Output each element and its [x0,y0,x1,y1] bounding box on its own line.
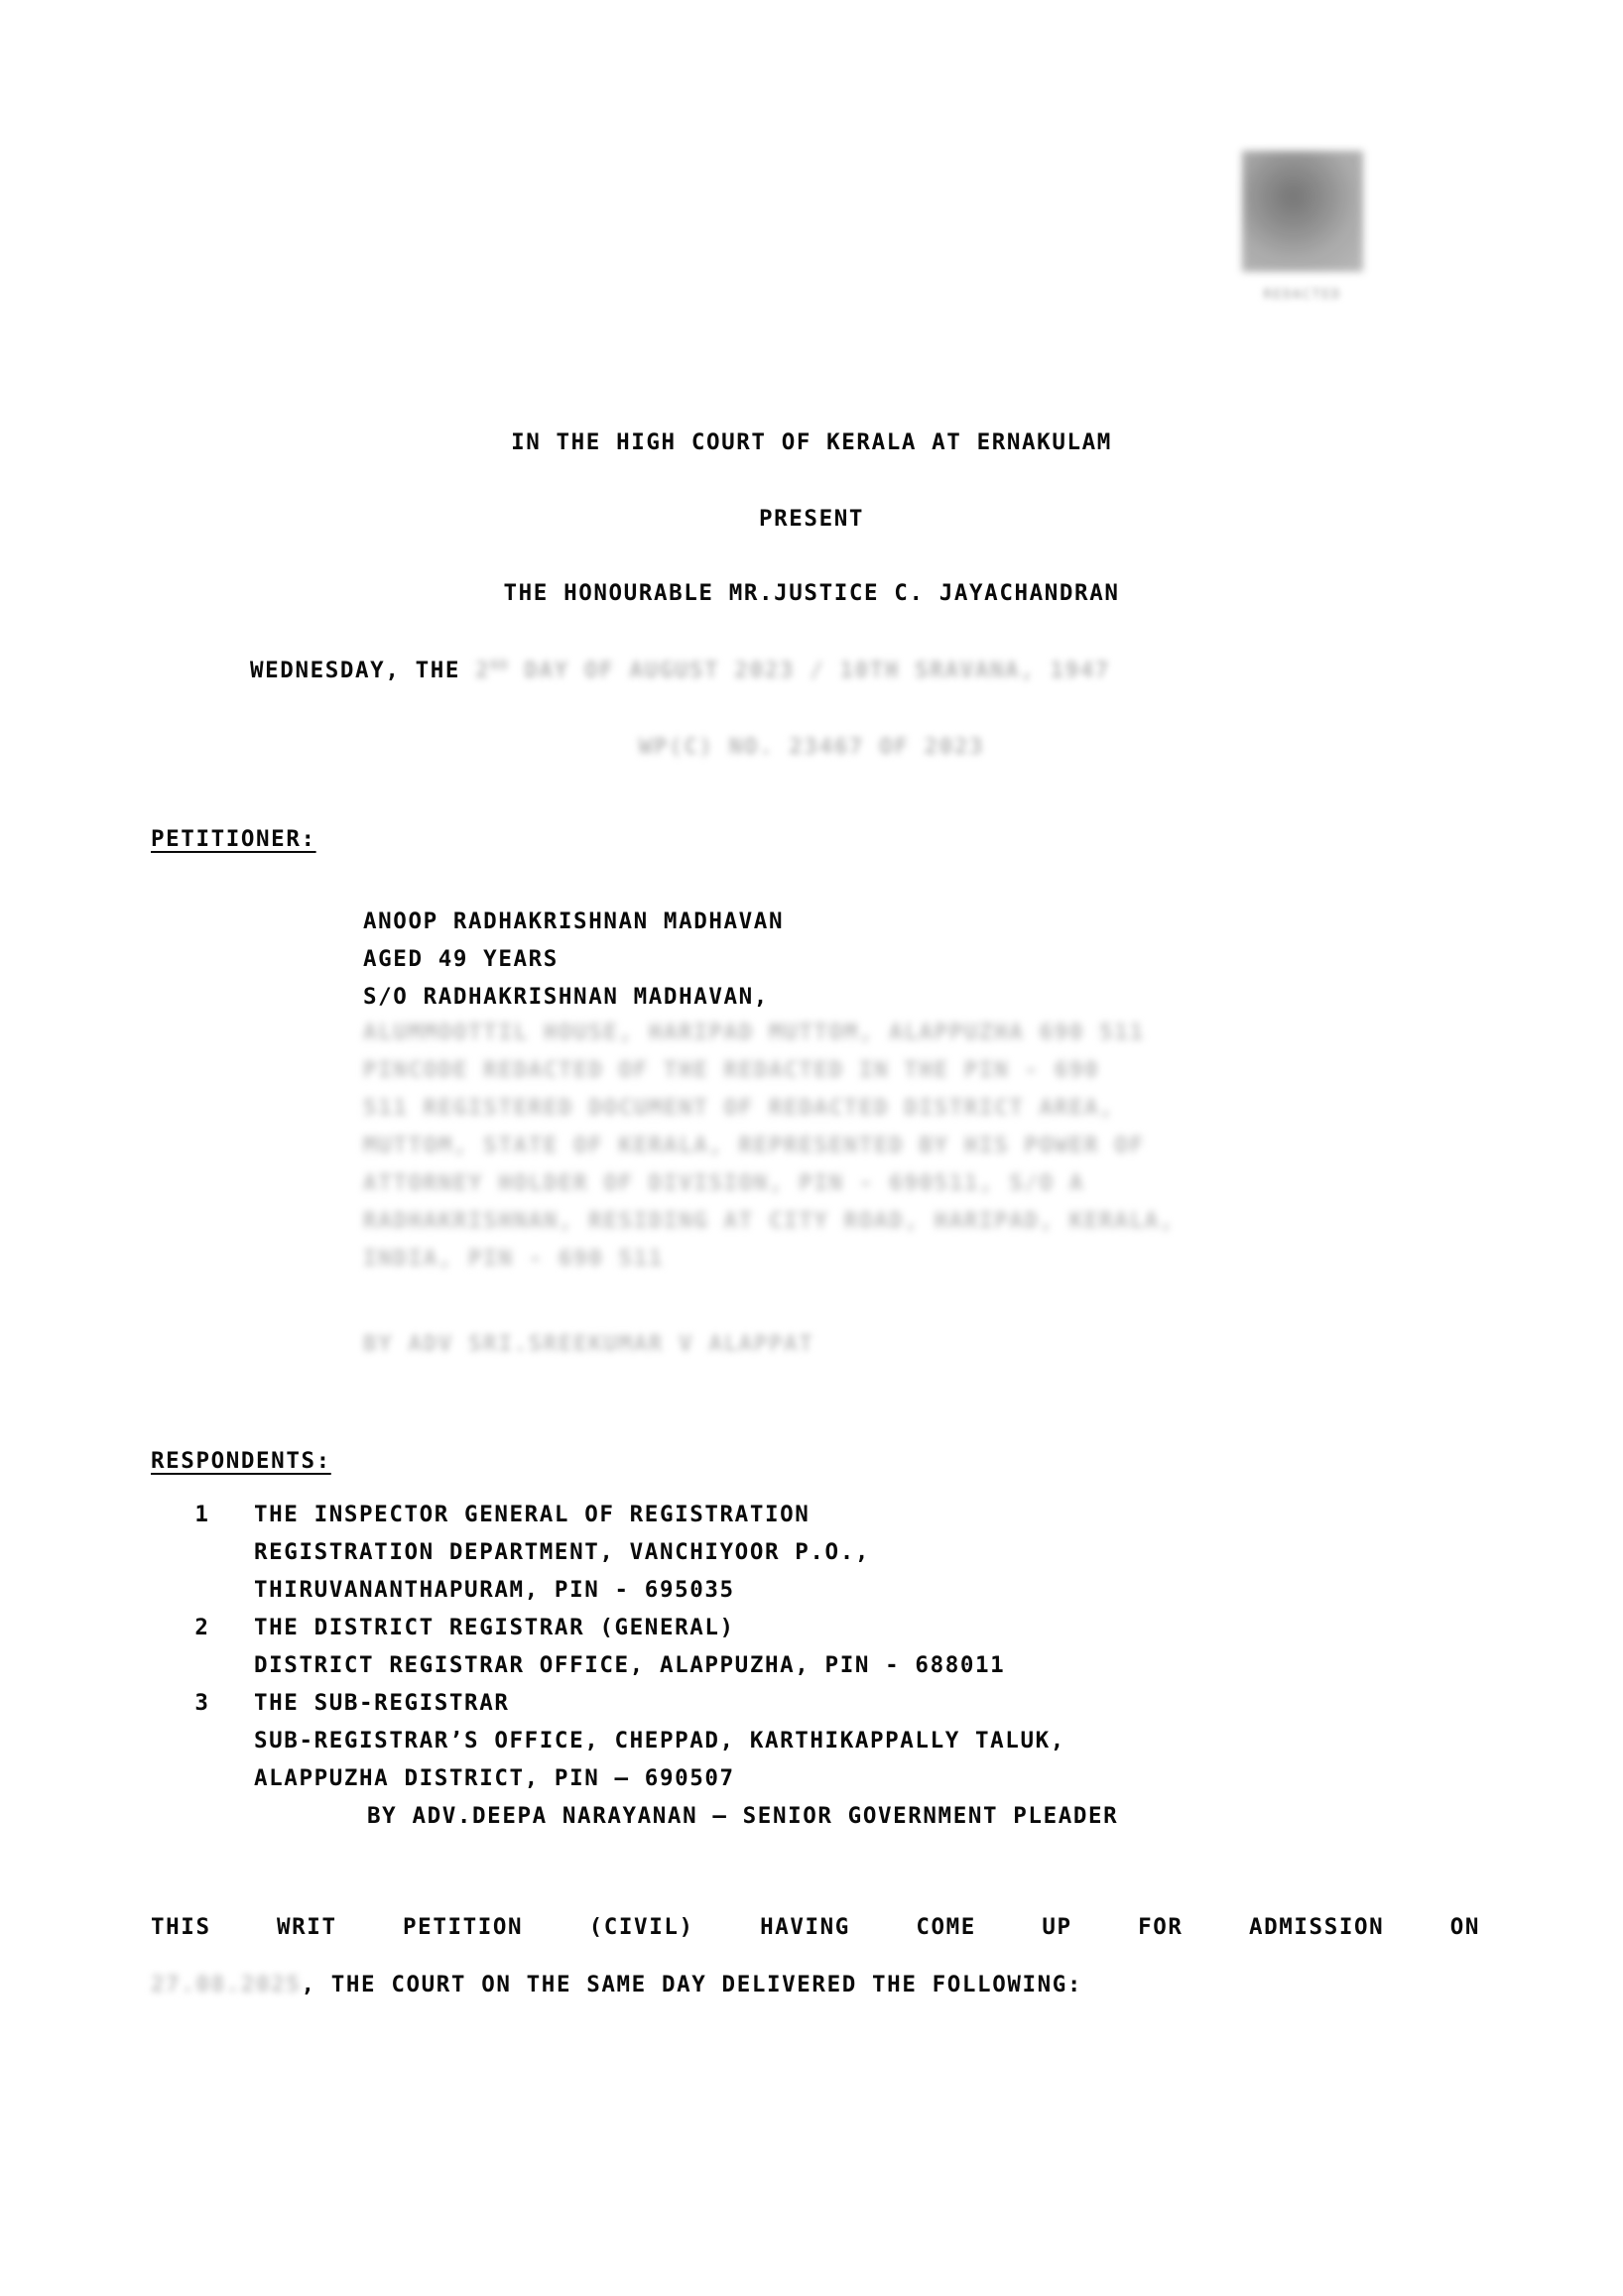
respondent-line: REGISTRATION DEPARTMENT, VANCHIYOOR P.O., [254,1539,870,1565]
court-title: IN THE HIGH COURT OF KERALA AT ERNAKULAM [511,429,1112,455]
dateline-redacted-rest: DAY OF AUGUST 2023 / 10TH SRAVANA, 1947 [524,658,1111,683]
respondent-line: THE DISTRICT REGISTRAR (GENERAL) [254,1615,735,1640]
respondent-number: 3 [194,1690,210,1716]
respondents-list [151,1496,1480,1835]
petitioner-address-line: PINCODE REDACTED OF THE REDACTED IN THE PIN - 690 [363,1057,1100,1083]
respondents-heading: RESPONDENTS: [151,1448,331,1474]
respondent-details [254,1609,1480,1684]
respondent-number: 2 [194,1615,210,1640]
petitioner-parentage: S/O RADHAKRISHNAN MADHAVAN, [363,984,769,1010]
petitioner-address-line: ALUMMOOTTIL HOUSE, HARIPAD MUTTOM, ALAPPUZHA 690 511 [363,1020,1145,1045]
dateline [250,658,1421,683]
petitioner-age: AGED 49 YEARS [363,946,559,972]
court-seal-emblem-icon [1242,151,1363,272]
respondent-details [254,1684,1480,1797]
respondent-line: SUB-REGISTRAR’S OFFICE, CHEPPAD, KARTHIKAPPALLY TALUK, [254,1728,1065,1753]
respondent-item [151,1684,1480,1797]
petitioner-counsel: BY ADV SRI.SREEKUMAR V ALAPPAT [363,1331,814,1357]
court-seal-block [1233,151,1372,302]
disposal-line-1: THIS WRIT PETITION (CIVIL) HAVING COME UP FOR ADMISSION ON [151,1914,1480,1940]
petitioner-address-line: RADHAKRISHNAN, RESIDING AT CITY ROAD, HARIPAD, KERALA, [363,1208,1175,1234]
petitioner-address-redacted [363,1014,1454,1277]
petitioner-address-line: 511 REGISTERED DOCUMENT OF REDACTED DISTRICT AREA, [363,1095,1115,1121]
dateline-redacted-superscript: ND [490,658,510,673]
court-seal-caption: REDACTED [1263,288,1342,302]
disposal-line-2-rest: , THE COURT ON THE SAME DAY DELIVERED THE FOLLOWING: [301,1972,1083,1997]
respondent-number: 1 [194,1502,210,1527]
respondent-item [151,1496,1480,1609]
respondent-line: THE INSPECTOR GENERAL OF REGISTRATION [254,1502,811,1527]
petitioner-address-line: MUTTOM, STATE OF KERALA, REPRESENTED BY HIS POWER OF [363,1133,1145,1158]
respondent-item [151,1609,1480,1684]
case-number [0,734,1623,760]
respondent-line: ALAPPUZHA DISTRICT, PIN – 690507 [254,1765,735,1791]
respondent-line: THIRUVANANTHAPURAM, PIN - 695035 [254,1577,735,1603]
petitioner-name: ANOOP RADHAKRISHNAN MADHAVAN [363,908,785,934]
petitioner-heading: PETITIONER: [151,826,316,852]
respondent-details [254,1496,1480,1609]
petitioner-details [363,903,784,1016]
respondent-line: THE SUB-REGISTRAR [254,1690,510,1716]
present-label: PRESENT [758,506,865,532]
petitioner-address-line: INDIA, PIN - 690 511 [363,1246,664,1271]
disposal-line-2 [151,1972,1480,1997]
dateline-visible: WEDNESDAY, THE [250,658,461,683]
judge-name: THE HONOURABLE MR.JUSTICE C. JAYACHANDRAN [503,580,1120,606]
petitioner-address-line: ATTORNEY HOLDER OF DIVISION, PIN - 690511, S/O A [363,1170,1085,1196]
dateline-redacted-prefix: 2 [475,658,491,683]
respondent-line: DISTRICT REGISTRAR OFFICE, ALAPPUZHA, PIN - 688011 [254,1652,1006,1678]
admission-date-redacted: 27.08.2025 [151,1972,302,1997]
respondents-counsel: BY ADV.DEEPA NARAYANAN – SENIOR GOVERNMENT PLEADER [367,1803,1119,1829]
case-number-redacted: WP(C) NO. 23467 OF 2023 [638,734,985,760]
